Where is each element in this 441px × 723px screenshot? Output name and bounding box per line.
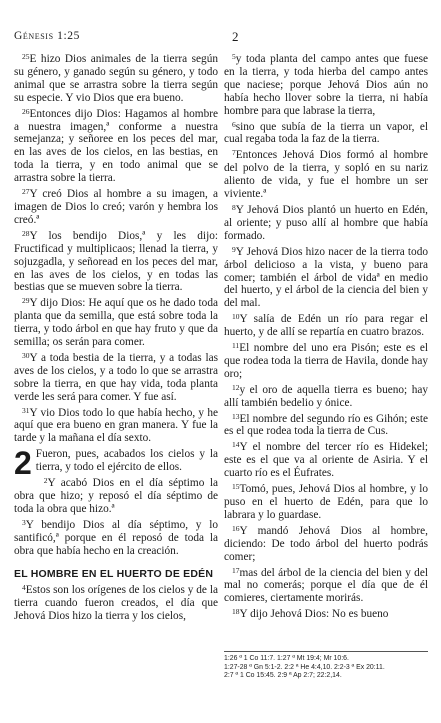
- verse-paragraph: [224, 121, 428, 147]
- verse-paragraph: [14, 519, 218, 558]
- verse-number: 11: [232, 341, 240, 351]
- verse-text: E hizo Dios animales de la tierra según su género, y ganado según su género, y todo animal que se arrastra sobre la tierra según su especie. Y vio Dios que era bueno.: [14, 53, 218, 104]
- verse-paragraph: [14, 584, 218, 623]
- verse-text: Y Jehová Dios hizo nacer de la tierra todo árbol delicioso a la vista, y bueno para comer; también el árbol de vidaª en medio del huerto, y el árbol de la ciencia del bien y del mal.: [224, 245, 428, 310]
- verse-paragraph: [224, 567, 428, 606]
- left-paragraphs-after-chapter: [14, 477, 218, 557]
- verse-paragraph: [14, 407, 218, 446]
- verse-text: Y Jehová Dios plantó un huerto en Edén, al oriente; y puso allí al hombre que había formado.: [224, 203, 428, 242]
- verse-text: Y a toda bestia de la tierra, y a todas las aves de los cielos, y a todo lo que se arrastra sobre la tierra, en que hay vida, toda planta verde les será para comer. Y fue así.: [14, 351, 218, 403]
- verse-text: Y salía de Edén un río para regar el huerto, y de allí se repartía en cuatro brazos.: [224, 313, 428, 339]
- verse-number: 12: [232, 382, 240, 392]
- verse-text: Estos son los orígenes de los cielos y de la tierra cuando fueron creados, el día que Jehová Dios hizo la tierra y los cielos,: [14, 584, 218, 623]
- footnote-line: 2:7 ª 1 Co 15:45. 2:9 ª Ap 2:7; 22:2,14.: [224, 672, 342, 680]
- verse-number: 25: [22, 52, 30, 61]
- page-number: 2: [232, 29, 239, 44]
- verse-number: 17: [232, 565, 240, 575]
- verse-number: 10: [232, 312, 240, 322]
- verse-number: 7: [232, 148, 236, 158]
- verse-paragraph: [224, 53, 428, 118]
- chapter-first-verse: Fueron, pues, acabados los cielos y la tierra, y todo el ejército de ellos.: [35, 448, 218, 474]
- verse-text: y el oro de aquella tierra es bueno; hay allí también bedelio y ónice.: [224, 383, 428, 409]
- verse-number: 26: [22, 106, 30, 116]
- verse-paragraph: [14, 230, 218, 295]
- left-column: [14, 53, 218, 626]
- verse-number: 9: [232, 244, 236, 254]
- left-paragraphs: [14, 53, 218, 445]
- verse-paragraph: [14, 188, 218, 227]
- verse-paragraph: [224, 342, 428, 381]
- verse-paragraph: [224, 384, 428, 410]
- verse-number: 31: [22, 405, 30, 415]
- verse-text: Y bendijo Dios al día séptimo, y lo santificó,ª porque en él reposó de toda la obra que había hecho en la creación.: [14, 518, 218, 557]
- verse-text: Y los bendijo Dios,ª y les dijo: Fructificad y multiplicaos; llenad la tierra, y sojuzgadla, y señoread en los peces del mar, en las aves de los cielos, y en todas las bestias que se mueven sobre la tierra.: [14, 229, 218, 294]
- verse-number: 3: [22, 517, 26, 527]
- verse-text: sino que subía de la tierra un vapor, el cual regaba toda la faz de la tierra.: [224, 120, 428, 146]
- verse-paragraph: [224, 413, 428, 439]
- verse-number: 15: [232, 482, 240, 492]
- verse-paragraph: [224, 441, 428, 480]
- verse-paragraph: [14, 477, 218, 516]
- verse-text: Y mandó Jehová Dios al hombre, diciendo: De todo árbol del huerto podrás comer;: [224, 524, 428, 563]
- cross-references: [224, 651, 428, 681]
- verse-paragraph: [14, 108, 218, 185]
- verse-paragraph: [224, 149, 428, 201]
- verse-paragraph: [224, 483, 428, 522]
- verse-text: Entonces Jehová Dios formó al hombre del polvo de la tierra, y sopló en su nariz aliento de vida, y fue el hombre un ser viviente.ª: [224, 149, 428, 201]
- running-head: Génesis 1:25: [14, 30, 80, 42]
- verse-text: El nombre del segundo río es Gihón; este es el que rodea toda la tierra de Cus.: [224, 412, 428, 438]
- verse-text: y toda planta del campo antes que fuese en la tierra, y toda hierba del campo antes que naciese; porque Jehová Dios aún no había hecho llover sobre la tierra, ni había hombre para que labrase la tierra,: [224, 53, 428, 117]
- verse-number: 18: [232, 607, 240, 617]
- verse-paragraph: [224, 246, 428, 311]
- verse-text: Y dijo Dios: He aquí que os he dado toda planta que da semilla, que está sobre toda la tierra, y todo árbol en que hay fruto y que da semilla; os serán para comer.: [14, 297, 218, 349]
- right-paragraphs: [224, 53, 428, 621]
- verse-text: Y acabó Dios en el día séptimo la obra que hizo; y reposó el día séptimo de toda la obra que hizo.ª: [14, 477, 218, 515]
- verse-paragraph: [224, 608, 428, 621]
- verse-number: 5: [232, 52, 236, 61]
- verse-number: 16: [232, 523, 240, 533]
- verse-number: 4: [22, 583, 26, 593]
- verse-text: El nombre del uno era Pisón; este es el que rodea toda la tierra de Havila, donde hay oro;: [224, 342, 428, 380]
- verse-text: Tomó, pues, Jehová Dios al hombre, y lo puso en el huerto de Edén, para que lo labrara y lo guardase.: [224, 483, 428, 521]
- verse-text: mas del árbol de la ciencia del bien y del mal no comerás; porque el día que de él comieres, ciertamente morirás.: [224, 566, 428, 605]
- footnote-line: 1:26 ª 1 Co 11:7. 1:27 ª Mt 19:4; Mr 10:6.: [224, 655, 349, 662]
- section-heading: EL HOMBRE EN EL HUERTO DE EDÉN: [14, 567, 214, 580]
- page-header: [14, 30, 426, 48]
- verse-number: 6: [232, 119, 236, 129]
- verse-number: 8: [232, 202, 236, 212]
- verse-number: 2: [43, 476, 48, 486]
- verse-number: 30: [22, 350, 30, 360]
- verse-number: 28: [22, 228, 30, 238]
- verse-paragraph: [14, 352, 218, 404]
- chapter-opening: [14, 445, 218, 482]
- verse-paragraph: [14, 297, 218, 349]
- verse-number: 13: [232, 411, 240, 421]
- verse-text: Y el nombre del tercer río es Hidekel; este es el que va al oriente de Asiria. Y el cuarto río es el Éufrates.: [224, 441, 428, 480]
- chapter-number: 2: [14, 445, 32, 482]
- verse-text: Y creó Dios al hombre a su imagen, a imagen de Dios lo creó; varón y hembra los creó.ª: [14, 188, 218, 226]
- right-column: [224, 53, 428, 624]
- verse-paragraph: [224, 204, 428, 243]
- verse-number: 29: [22, 296, 30, 306]
- verse-number: 14: [232, 440, 240, 450]
- verse-paragraph: [224, 313, 428, 339]
- left-paragraphs-after-heading: [14, 584, 218, 623]
- footnote-line: 1:27-28 ª Gn 5:1-2. 2:2 ª He 4:4,10. 2:2-3 ª Éx 20:11.: [224, 663, 385, 671]
- verse-text: Y vio Dios todo lo que había hecho, y he aquí que era bueno en gran manera. Y fue la tarde y la mañana el día sexto.: [14, 406, 218, 445]
- verse-text: Y dijo Jehová Dios: No es bueno: [239, 608, 389, 621]
- verse-paragraph: [224, 525, 428, 564]
- verse-number: 27: [22, 187, 30, 197]
- verse-text: Entonces dijo Dios: Hagamos al hombre a nuestra imagen,ª conforme a nuestra semejanza; y señoree en los peces del mar, en las aves de los cielos, en las bestias, en toda la tierra, y en todo animal que se arrastra sobre la tierra.: [14, 107, 218, 185]
- verse-paragraph: [14, 53, 218, 105]
